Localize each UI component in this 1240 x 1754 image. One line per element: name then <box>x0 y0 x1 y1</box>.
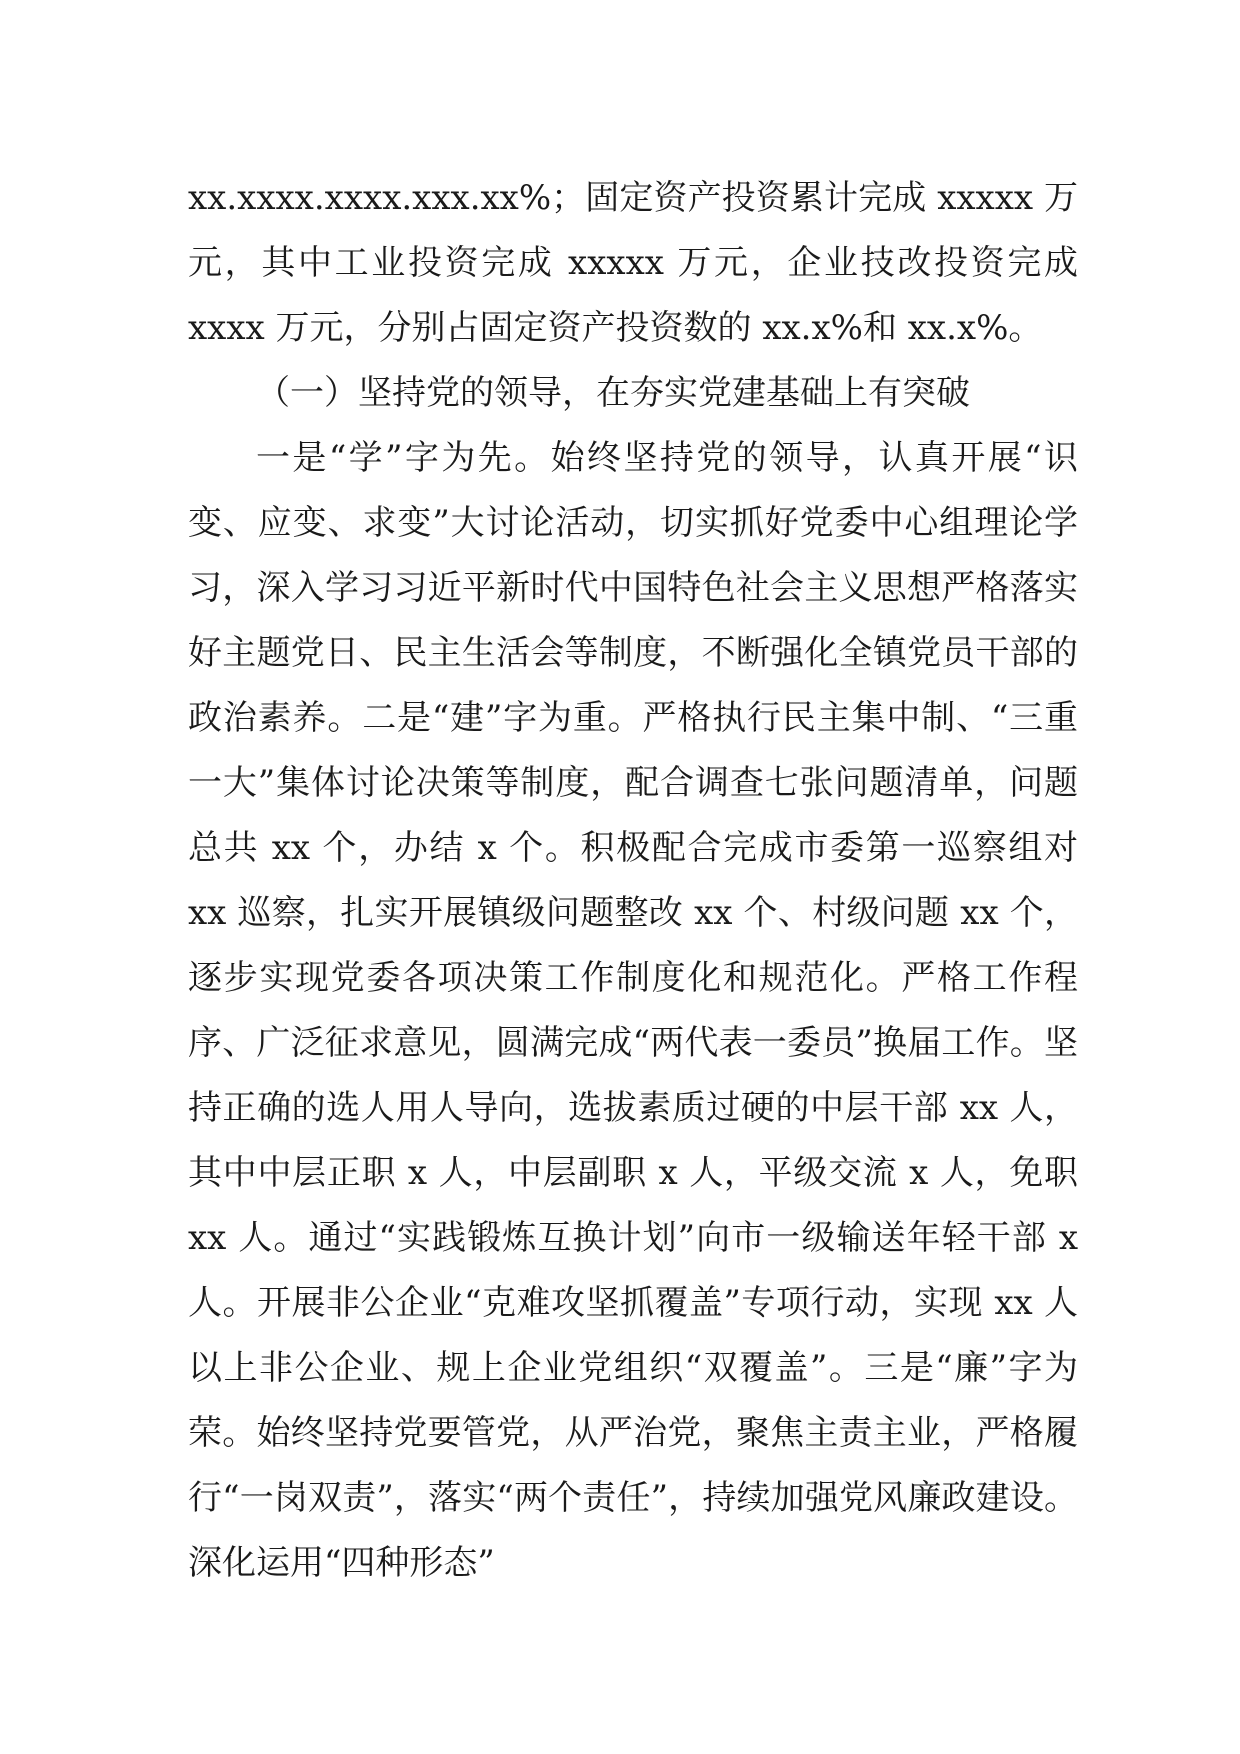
section-heading: （一）坚持党的领导，在夯实党建基础上有突破 <box>256 373 970 413</box>
paragraph-investment-summary: xx.xxxx.xxxx.xxx.xx%；固定资产投资累计完成 xxxxx 万元，其中工业投资完成 xxxxx 万元，企业技改投资完成 xxxx 万元，分别占固定资产投资数的 xx.x%和 xx.x%。 <box>188 178 1078 348</box>
paragraph-party-building: 一是“学”字为先。始终坚持党的领导，认真开展“识变、应变、求变”大讨论活动，切实抓好党委中心组理论学习，深入学习习近平新时代中国特色社会主义思想严格落实好主题党日、民主生活会等制度，不断强化全镇党员干部的政治素养。二是“建”字为重。严格执行民主集中制、“三重一大”集体讨论决策等制度，配合调查七张问题清单，问题总共 xx 个，办结 x 个。积极配合完成市委第一巡察组对 xx 巡察，扎实开展镇级问题整改 xx 个、村级问题 xx 个，逐步实现党委各项决策工作制度化和规范化。严格工作程序、广泛征求意见，圆满完成“两代表一委员”换届工作。坚持正确的选人用人导向，选拔素质过硬的中层干部 xx 人，其中中层正职 x 人，中层副职 x 人，平级交流 x 人，免职 xx 人。通过“实践锻炼互换计划”向市一级输送年轻干部 x 人。开展非公企业“克难攻坚抓覆盖”专项行动，实现 xx 人以上非公企业、规上企业党组织“双覆盖”。三是“廉”字为荣。始终坚持党要管党，从严治党，聚焦主责主业，严格履行“一岗双责”，落实“两个责任”，持续加强党风廉政建设。深化运用“四种形态” <box>188 438 1078 1583</box>
document-body <box>188 166 1078 1596</box>
